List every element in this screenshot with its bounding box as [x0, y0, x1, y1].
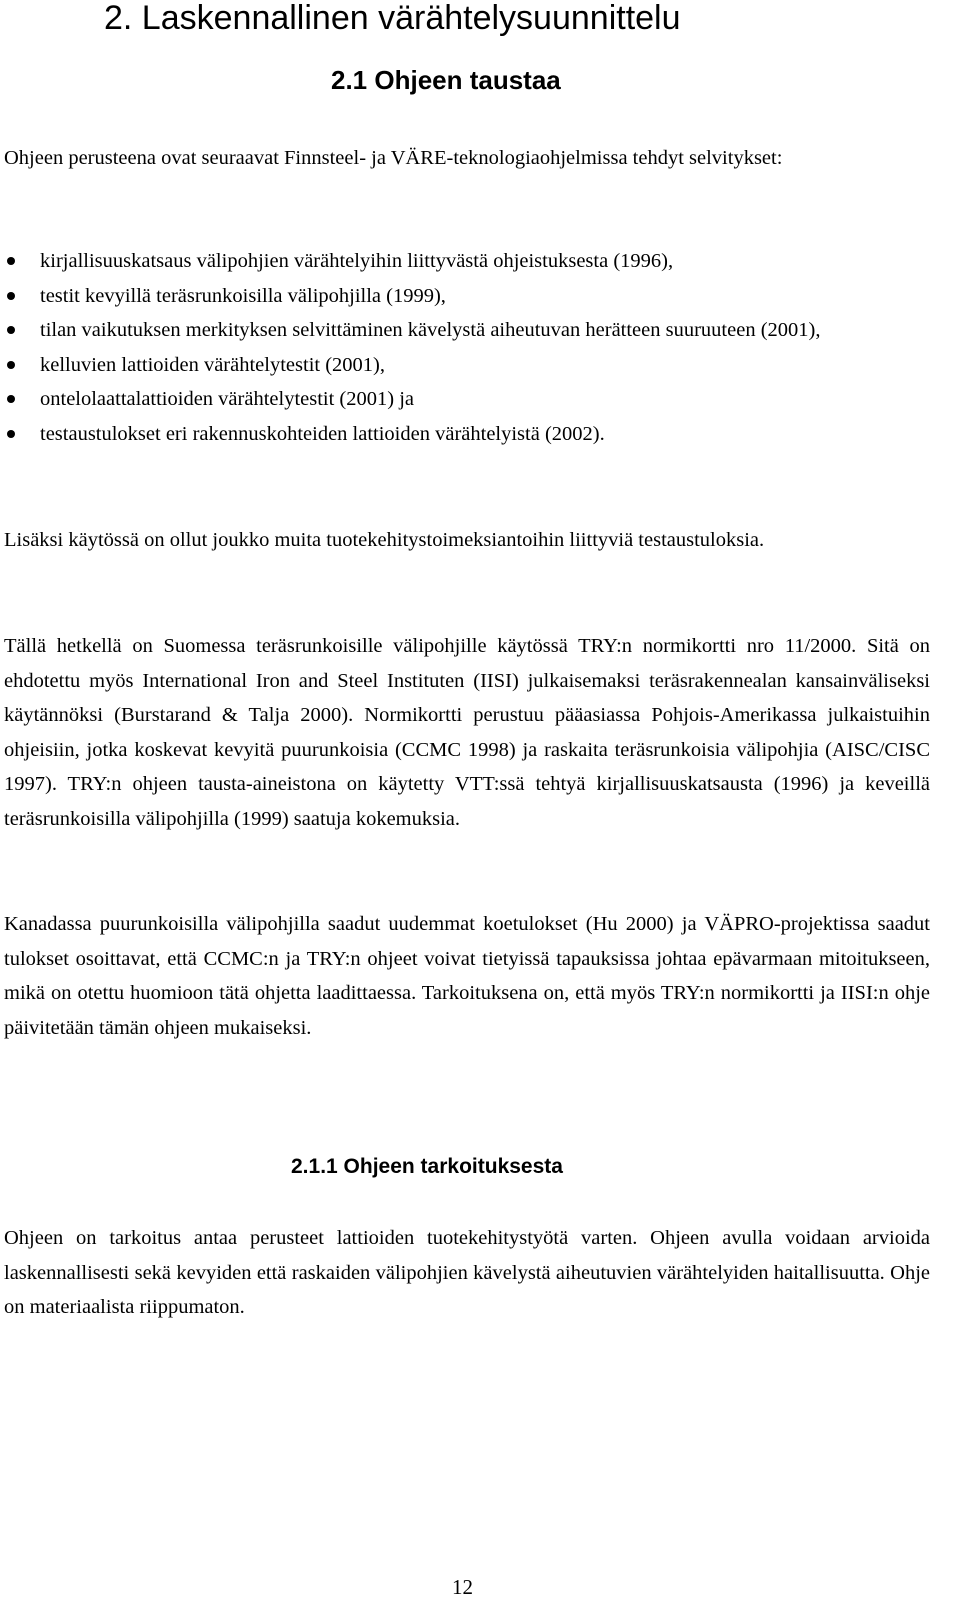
list-item: [0, 279, 930, 314]
bullet-icon: [7, 326, 15, 334]
bullet-icon: [7, 430, 15, 438]
page-number: 12: [452, 1575, 473, 1599]
subsection-heading: 2.1.1 Ohjeen tarkoituksesta: [291, 1155, 563, 1178]
chapter-heading: 2. Laskennallinen värähtelysuunnittelu: [104, 0, 681, 37]
list-item: [0, 244, 930, 279]
source-list: [0, 244, 930, 451]
list-item-text: tilan vaikutuksen merkityksen selvittäminen kävelystä aiheutuvan herätteen suuruuteen (2001),: [40, 319, 821, 341]
paragraph-normikortti: Tällä hetkellä on Suomessa teräsrunkoisille välipohjille käytössä TRY:n normikortti nro 11/2000. Sitä on ehdotettu myös International Iron and Steel Instituten (IISI) julkaisemaksi teräsrakennealan kansainväliseksi käytännöksi (Burstarand & Talja 2000). Normikortti perustuu pääasiassa Pohjois-Amerikassa julkaistuihin ohjeisiin, jotka koskevat kevyitä puurunkoisia (CCMC 1998) ja raskaita teräsrunkoisia välipohjia (AISC/CISC 1997). TRY:n ohjeen tausta-aineistona on käytetty VTT:ssä tehtyä kirjallisuuskatsausta (1996) ja keveillä teräsrunkoisilla välipohjilla (1999) saatuja kokemuksia.: [4, 635, 930, 830]
paragraph-other-tests: Lisäksi käytössä on ollut joukko muita tuotekehitystoimeksiantoihin liittyviä testaustuloksia.: [4, 529, 765, 551]
list-item: [0, 417, 930, 452]
intro-paragraph: Ohjeen perusteena ovat seuraavat Finnsteel- ja VÄRE-teknologiaohjelmissa tehdyt selvitykset:: [4, 147, 783, 169]
list-item-text: kelluvien lattioiden värähtelytestit (2001),: [40, 353, 385, 376]
list-item-text: testit kevyillä teräsrunkoisilla välipohjilla (1999),: [40, 284, 446, 307]
bullet-icon: [7, 257, 15, 265]
list-item: [0, 348, 930, 383]
paragraph-canada-results: Kanadassa puurunkoisilla välipohjilla saadut uudemmat koetulokset (Hu 2000) ja VÄPRO-projektissa saadut tulokset osoittavat, että CCMC:n ja TRY:n ohjeet voivat tietyissä tapauksissa johtaa epävarmaan mitoitukseen, mikä on otettu huomioon tätä ohjetta laadittaessa. Tarkoituksena on, että myös TRY:n normikortti ja IISI:n ohje päivitetään tämän ohjeen mukaiseksi.: [4, 913, 930, 1039]
list-item: [0, 313, 930, 348]
list-item-text: testaustulokset eri rakennuskohteiden lattioiden värähtelyistä (2002).: [40, 422, 605, 445]
bullet-icon: [7, 395, 15, 403]
list-item-text: ontelolaattalattioiden värähtelytestit (2001) ja: [40, 388, 414, 410]
list-item: [0, 382, 930, 417]
bullet-icon: [7, 292, 15, 300]
bullet-icon: [7, 361, 15, 369]
paragraph-purpose: Ohjeen on tarkoitus antaa perusteet lattioiden tuotekehitystyötä varten. Ohjeen avulla voidaan arvioida laskennallisesti sekä kevyiden että raskaiden välipohjien kävelystä aiheutuvien värähtelyiden haitallisuutta. Ohje on materiaalista riippumaton.: [4, 1227, 930, 1318]
list-item-text: kirjallisuuskatsaus välipohjien värähtelyihin liittyvästä ohjeistuksesta (1996),: [40, 250, 674, 272]
section-heading: 2.1 Ohjeen taustaa: [331, 65, 561, 95]
